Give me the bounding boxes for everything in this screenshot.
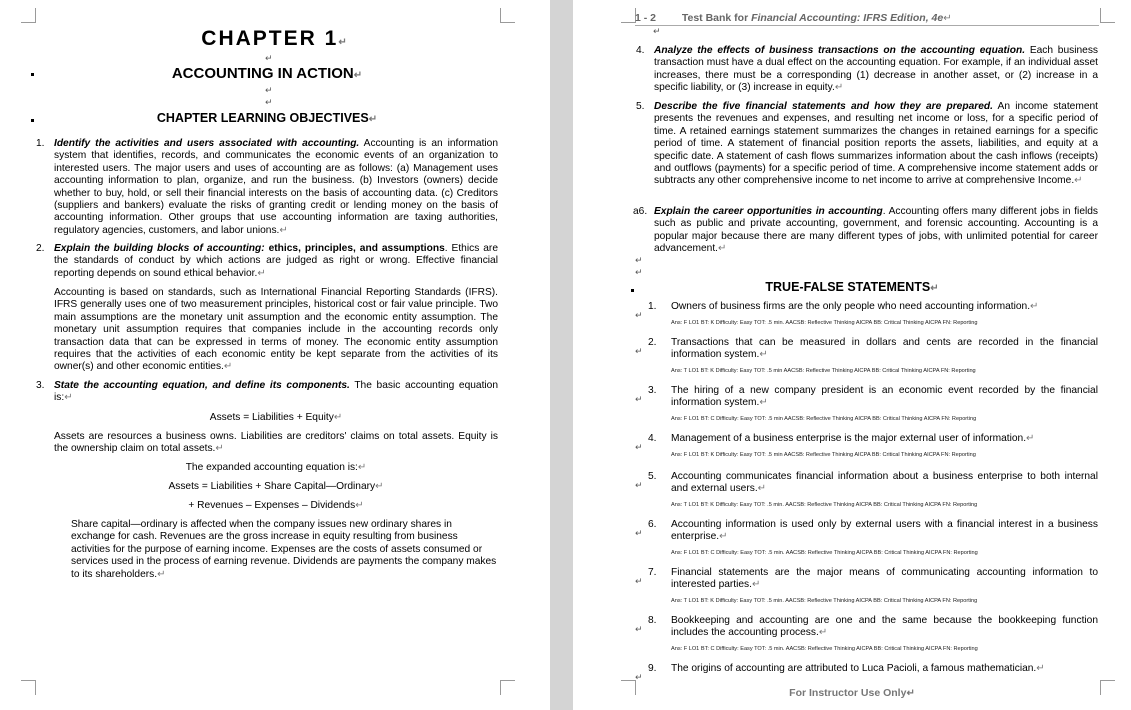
question-9-text[interactable] [671, 663, 1098, 675]
objective-2-standards-paragraph[interactable] [54, 287, 498, 374]
crop-mark-tr [1100, 8, 1115, 23]
pilcrow-mark: ↵ [718, 243, 727, 255]
expanded-equation-line-2-text: + Revenues – Expenses – Dividends [188, 500, 356, 511]
pilcrow-mark: ↵ [215, 443, 224, 455]
question-4-metadata: Ans: F LO1 BT: K Difficulty: Easy TOT: .5 min AACSB: Reflective Thinking AICPA BB: Critical Thinking AICPA FN: Reporting [671, 452, 976, 458]
pilcrow-mark: ↵ [357, 462, 367, 473]
pilcrow-mark: ↵ [355, 500, 364, 511]
share-capital-text: Share capital—ordinary is affected when the company issues new ordinary shares in exchange for cash. Revenues are the gross increase in equity resulting from business activities for the purpose of earning income. Expenses are the costs of assets consumed or services used in the process of earning revenue. Dividends are payments the company makes to its shareholders. [71, 519, 497, 580]
objective-6-lead: Explain the career opportunities in accounting [654, 206, 883, 217]
question-1-metadata: Ans: F LO1 BT: K Difficulty: Easy TOT: .5 min. AACSB: Reflective Thinking AICPA BB: Critical Thinking AICPA FN: Reporting [671, 320, 978, 326]
expanded-equation-line-1 [54, 481, 498, 492]
expanded-equation-label [54, 462, 498, 473]
pilcrow-mark: ↵ [1074, 175, 1083, 187]
objective-5-body: An income statement presents the revenues and expenses, and resulting net income or loss, for a specific period of time. A retained earnings statement summarizes the changes in retained earnings for a specific period of time. A statement of financial position reports the assets, liabilities, and equity at a specific date. A statement of cash flows summarizes information about the cash inflows (receipts) and outflows (payments) for a specific period of time. A comprehensive income statement adds or subtracts any other comprehensive income to net income to arrive at comprehensive Income. [654, 101, 1098, 187]
header-rule [635, 25, 1099, 26]
pilcrow-mark: ↵ [257, 267, 266, 279]
question-7-number: 7. [648, 567, 657, 578]
pilcrow-mark: ↵ [368, 114, 378, 125]
accounting-equation [54, 412, 498, 423]
page-footer-text: For Instructor Use Only [789, 687, 907, 699]
header-page-number: 1 - 2 [635, 12, 657, 24]
pilcrow-mark: ↵ [635, 529, 643, 539]
pilcrow-mark: ↵ [759, 397, 768, 409]
page-gap [550, 0, 573, 710]
pilcrow-mark: ↵ [719, 531, 728, 543]
question-6-statement: Accounting information is used only by external users with a financial interest in a business enterprise. [671, 519, 1098, 543]
page-2[interactable] [573, 0, 1131, 710]
page-footer [573, 687, 1131, 699]
question-7-statement: Financial statements are the major means of communicating accounting information to interested parties. [671, 567, 1098, 591]
pilcrow-mark: ↵ [751, 579, 761, 591]
true-false-heading-text: TRUE-FALSE STATEMENTS [765, 280, 931, 294]
question-1-statement: Owners of business firms are the only people who need accounting information. [671, 301, 1031, 312]
question-4-text[interactable] [671, 433, 1098, 445]
objective-3-lead: State the accounting equation, and define its components. [54, 380, 350, 391]
question-6-text[interactable] [671, 519, 1098, 544]
expanded-equation-line-2 [54, 500, 498, 511]
pilcrow-mark: ↵ [635, 443, 643, 453]
pilcrow-mark: ↵ [338, 37, 349, 48]
question-7-text[interactable] [671, 567, 1098, 592]
pilcrow-mark: ↵ [653, 27, 661, 37]
question-5-number: 5. [648, 471, 657, 482]
share-capital-paragraph[interactable] [71, 519, 497, 581]
objective-2-text[interactable] [54, 243, 498, 280]
running-header[interactable] [635, 12, 952, 24]
pilcrow-mark: ↵ [279, 224, 288, 236]
question-9-statement: The origins of accounting are attributed to Luca Pacioli, a famous mathematician. [671, 663, 1037, 674]
pilcrow-mark: ↵ [223, 361, 233, 373]
true-false-heading [573, 280, 1131, 294]
question-4-statement: Management of a business enterprise is the major external user of information. [671, 433, 1027, 444]
pilcrow-mark: ↵ [157, 568, 166, 580]
expanded-equation-line-1-text: Assets = Liabilities + Share Capital—Ordinary [168, 481, 376, 492]
expanded-equation-label-text: The expanded accounting equation is: [185, 462, 358, 473]
question-2-text[interactable] [671, 337, 1098, 362]
crop-mark-bl [21, 680, 36, 695]
pilcrow-mark: ↵ [1026, 433, 1035, 444]
pilcrow-mark: ↵ [906, 688, 915, 699]
question-4-number: 4. [648, 433, 657, 444]
objective-2-number: 2. [36, 243, 45, 254]
question-3-text[interactable] [671, 385, 1098, 410]
header-title-italic: Financial Accounting: IFRS Edition, 4e [751, 12, 944, 24]
pilcrow-mark: ↵ [333, 412, 343, 423]
question-2-statement: Transactions that can be measured in dollars and cents are recorded in the financial information system. [671, 337, 1098, 361]
pilcrow-mark: ↵ [635, 347, 643, 357]
objective-1-text[interactable] [54, 138, 498, 237]
pilcrow-mark: ↵ [1030, 301, 1039, 312]
pilcrow-mark: ↵ [635, 577, 643, 587]
question-3-number: 3. [648, 385, 657, 396]
question-8-number: 8. [648, 615, 657, 626]
objective-4-lead: Analyze the effects of business transactions on the accounting equation. [654, 45, 1026, 56]
objective-3-number: 3. [36, 380, 45, 391]
equation-definitions-text: Assets are resources a business owns. Liabilities are creditors' claims on total assets. Equity is the ownership claim on total assets. [54, 431, 498, 455]
question-1-text[interactable] [671, 301, 1098, 313]
pilcrow-mark: ↵ [635, 256, 643, 266]
objective-1-number: 1. [36, 138, 45, 149]
question-5-statement: Accounting communicates financial information about a business enterprise to both internal and external users. [671, 471, 1098, 495]
accounting-equation-text: Assets = Liabilities + Equity [209, 412, 334, 423]
equation-definitions-paragraph[interactable] [54, 431, 498, 456]
pilcrow-mark: ↵ [375, 481, 384, 492]
question-8-text[interactable] [671, 615, 1098, 640]
objective-5-lead: Describe the five financial statements and how they are prepared. [654, 101, 993, 112]
question-1-number: 1. [648, 301, 657, 312]
pilcrow-mark: ↵ [635, 311, 643, 321]
crop-mark-tl [21, 8, 36, 23]
crop-mark-tl [621, 8, 636, 23]
objective-2-lead: Explain the building blocks of accounting: [54, 243, 265, 254]
objective-4-text[interactable] [654, 45, 1098, 95]
question-6-number: 6. [648, 519, 657, 530]
objective-2-lead-bold: ethics, principles, and assumptions [264, 243, 445, 254]
question-8-statement: Bookkeeping and accounting are one and the same because the bookkeeping function includes the accounting process. [671, 615, 1098, 639]
question-2-number: 2. [648, 337, 657, 348]
objective-6-body: . Accounting offers many different jobs in fields such as public and private accounting, government, and forensic accounting. Accounting is a popular major because there are many different types of jobs, with unlimited potential for career advancement. [654, 206, 1099, 255]
objective-1-body: Accounting is an information system that identifies, records, and communicates the economic events of an organization to interested users. The major users and uses of accounting are as follows: (a) Management uses accounting information to plan, organize, and run the business. (b) Investors (owners) decide whether to buy, hold, or sell their financial interests on the basis of accounting data. (c) Creditors (suppliers and bankers) evaluate the risks of granting credit or lending money on the basis of accounting information. Other groups that use accounting information are taxing authorities, regulatory agencies, customers, and labor unions. [54, 138, 498, 236]
question-5-metadata: Ans: T LO1 BT: K Difficulty: Easy TOT: .5 min. AACSB: Reflective Thinking AICPA BB: Critical Thinking AICPA FN: Reporting [671, 502, 978, 508]
question-3-metadata: Ans: F LO1 BT: C Difficulty: Easy TOT: .5 min AACSB: Reflective Thinking AICPA BB: Critical Thinking AICPA FN: Reporting [671, 416, 977, 422]
crop-mark-tr [500, 8, 515, 23]
pilcrow-mark: ↵ [64, 392, 73, 404]
objective-3-text[interactable] [54, 380, 498, 405]
question-3-statement: The hiring of a new company president is an economic event recorded by the financial information system. [671, 385, 1098, 409]
question-6-metadata: Ans: F LO1 BT: C Difficulty: Easy TOT: .5 min. AACSB: Reflective Thinking AICPA BB: Critical Thinking AICPA FN: Reporting [671, 550, 978, 556]
learning-objectives-heading-text: CHAPTER LEARNING OBJECTIVES [156, 111, 369, 125]
pilcrow-mark: ↵ [759, 349, 768, 361]
chapter-heading-text: CHAPTER 1 [201, 27, 339, 50]
crop-mark-br [500, 680, 515, 695]
question-7-metadata: Ans: T LO1 BT: K Difficulty: Easy TOT: .5 min. AACSB: Reflective Thinking AICPA BB: Critical Thinking AICPA FN: Reporting [671, 598, 978, 604]
question-8-metadata: Ans: F LO1 BT: C Difficulty: Easy TOT: .5 min. AACSB: Reflective Thinking AICPA BB: Critical Thinking AICPA FN: Reporting [671, 646, 978, 652]
pilcrow-mark: ↵ [265, 86, 273, 96]
pilcrow-mark: ↵ [834, 82, 844, 94]
header-title: Test Bank for [681, 12, 752, 24]
objective-2-standards-text: Accounting is based on standards, such as International Financial Reporting Standards (IFRS). IFRS generally uses one of two measurement principles, historical cost or fair value principle. Two main assumptions are the monetary unit assumption and the economic entity assumption. The monetary unit assumption requires that companies include in the accounting records only transaction data that can be expressed in terms of money. The economic entity assumption requires that the activities of each economic entity be kept separate from the activities of its owner(s) and other economic entities. [54, 287, 498, 373]
objective-1-lead: Identify the activities and users associated with accounting. [54, 138, 360, 149]
chapter-title-text: ACCOUNTING IN ACTION [171, 65, 354, 82]
objective-5-text[interactable] [654, 101, 1098, 188]
pilcrow-mark: ↵ [635, 268, 643, 278]
chapter-title [0, 65, 534, 82]
objective-5-number: 5. [636, 101, 645, 112]
question-2-metadata: Ans: T LO1 BT: K Difficulty: Easy TOT: .5 min AACSB: Reflective Thinking AICPA BB: Critical Thinking AICPA FN: Reporting [671, 368, 976, 374]
pilcrow-mark: ↵ [635, 395, 643, 405]
objective-6-number: a6. [633, 206, 648, 217]
pilcrow-mark: ↵ [635, 481, 643, 491]
page-1[interactable] [0, 0, 550, 710]
objective-4-body: Each business transaction must have a dual effect on the accounting equation. For example, if an individual asset increases, there must be a corresponding (1) decrease in another asset, or (2) increase in a specific liability, or (3) increase in equity. [654, 45, 1099, 94]
pilcrow-mark: ↵ [943, 13, 952, 24]
question-5-text[interactable] [671, 471, 1098, 496]
objective-4-number: 4. [636, 45, 645, 56]
pilcrow-mark: ↵ [265, 54, 273, 64]
pilcrow-mark: ↵ [353, 70, 363, 81]
objective-6-text[interactable] [654, 206, 1098, 256]
pilcrow-mark: ↵ [818, 627, 828, 639]
learning-objectives-heading [0, 111, 534, 125]
objective-3-body: The basic accounting equation is: [54, 380, 499, 404]
chapter-heading [0, 27, 550, 51]
pilcrow-mark: ↵ [265, 98, 273, 108]
pilcrow-mark: ↵ [635, 673, 643, 683]
pilcrow-mark: ↵ [757, 483, 767, 495]
pilcrow-mark: ↵ [1036, 663, 1045, 674]
objective-2-body: . Ethics are the standards of conduct by which actions are judged as right or wrong. Effective financial reporting depends on sound ethical behavior. [54, 243, 498, 279]
question-9-number: 9. [648, 663, 657, 674]
pilcrow-mark: ↵ [930, 283, 939, 294]
pilcrow-mark: ↵ [635, 625, 643, 635]
